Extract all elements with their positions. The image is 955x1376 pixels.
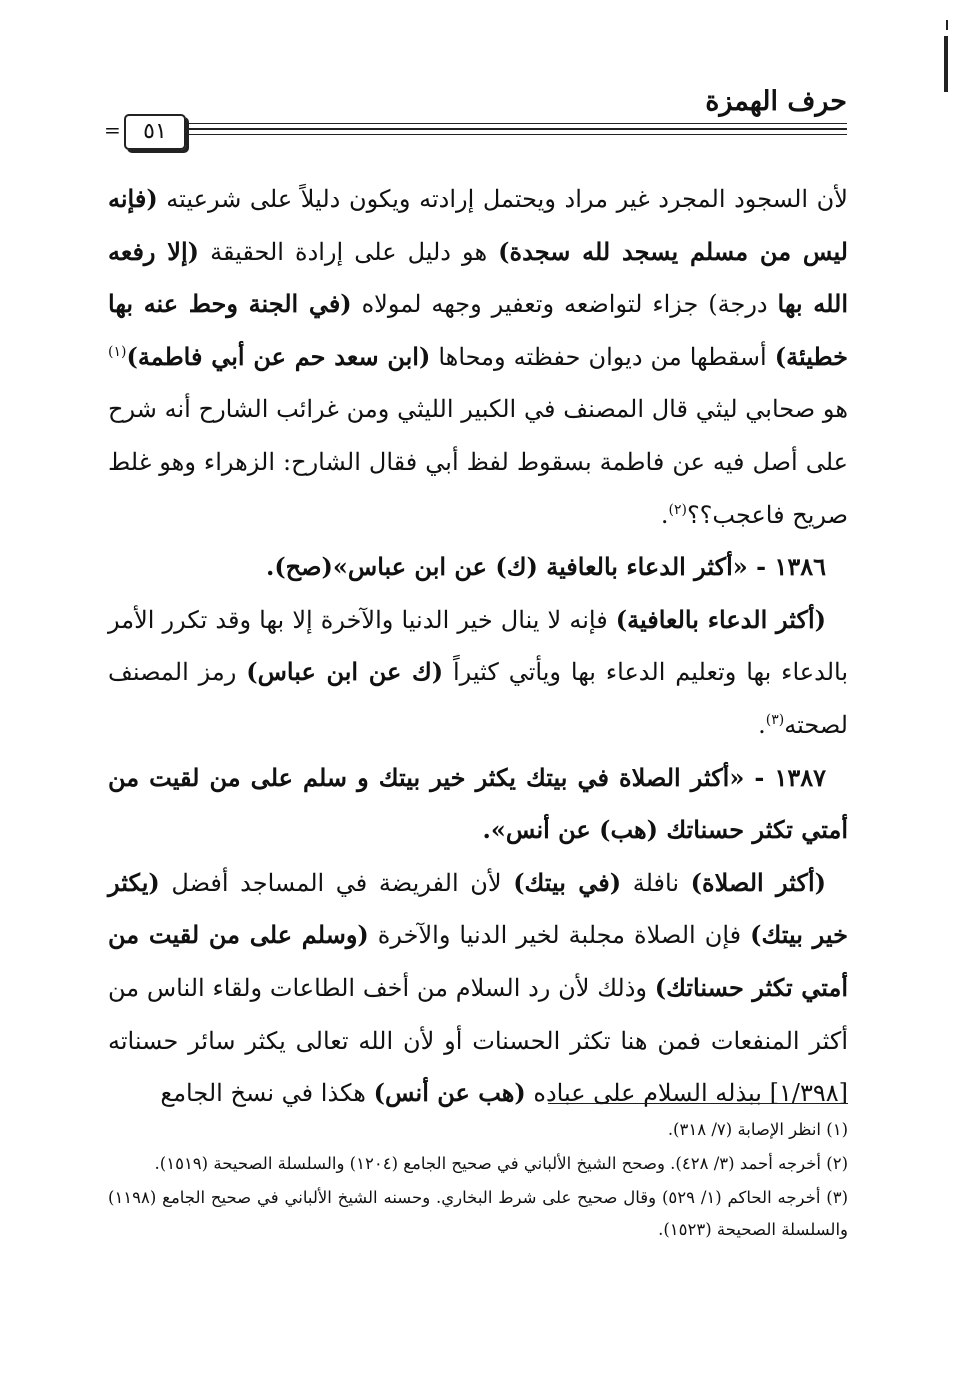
footnote-ref: (٣)	[765, 711, 785, 728]
text-run: درجة) جزاء لتواضعه وتعفير وجهه لمولاه	[351, 290, 778, 319]
text-run: .	[660, 500, 669, 529]
paragraph-commentary-1387	[108, 857, 848, 1120]
text-run: فإنه لا ينال خير الدنيا والآخرة إلا بها وقد تكرر الأمر بالدعاء بها وتعليم الدعاء بها ويأتي كثيراً	[108, 605, 849, 687]
text-run: لأن السجود المجرد غير مراد ويحتمل إرادته ويكون دليلاً على شرعيته	[157, 185, 848, 213]
text-run: لأن الفريضة في المساجد أفضل	[159, 868, 514, 897]
hadith-quote: (أكثر الدعاء بالعافية)	[615, 604, 826, 634]
hadith-quote: (إلا رفعه الله بها	[108, 236, 848, 319]
footnote-ref: (٢)	[668, 501, 687, 518]
header-eq-mark: =	[104, 118, 121, 142]
paragraph-commentary-1385	[108, 173, 848, 541]
hadith-heading-1387: ١٣٨٧ - «أكثر الصلاة في بيتك يكثر خير بيتك و سلم على من لقيت من أمتي تكثر حسناتك (هب) عن أنس».	[108, 762, 848, 845]
page-number: ٥١	[124, 114, 186, 150]
hadith-quote: (في بيتك)	[513, 867, 622, 897]
text-run: نافلة	[621, 868, 691, 897]
source-reference: (ابن سعد حم عن أبي فاطمة)	[126, 341, 431, 371]
text-run: أسقطها من ديوان حفظته ومحاها	[430, 342, 775, 371]
hadith-quote: (وسلم على من لقيت من أمتي تكثر حسناتك)	[108, 920, 848, 1002]
text-run: هو دليل على إرادة الحقيقة	[199, 237, 499, 266]
footnote-2: (٢) أخرجه أحمد (٣/ ٤٢٨). وصحح الشيخ الألباني في صحيح الجامع (١٢٠٤) والسلسلة الصحيحة (١٥١٩).	[154, 1154, 848, 1173]
body-text	[108, 173, 848, 1120]
hadith-quote: (فإنه ليس من مسلم يسجد لله سجدة)	[108, 184, 848, 266]
footnote-3: (٣) أخرجه الحاكم (١/ ٥٢٩) وقال صحيح على شرط البخاري. وحسنه الشيخ الألباني في صحيح الجامع (١١٩٨) والسلسلة الصحيحة (١٥٢٣).	[108, 1188, 848, 1239]
text-run: رمز المصنف لصحته	[108, 658, 848, 739]
header-rule	[186, 134, 847, 135]
source-reference: (هب عن أنس)	[373, 1078, 526, 1108]
footnote-1: (١) انظر الإصابة (٧/ ٣١٨).	[667, 1120, 848, 1139]
footnotes	[108, 1114, 848, 1248]
text-run: وذلك لأن رد السلام من أخف الطاعات ولقاء الناس من أكثر المنفعات فمن هنا تكثر الحسنات أو لأن الله تعالى يكثر سائر حسناته [١/٣٩٨] ببذله السلام على عباده	[108, 973, 848, 1108]
running-title: حرف الهمزة	[705, 86, 847, 117]
text-run: هو صحابي ليثي قال المصنف في الكبير الليثي ومن غرائب الشارح أنه شرح على أصل فيه عن فاطمة بسقوط لفظ أبي فقال الشارح: الزهراء وهو غلط صريح فاعجب؟؟	[108, 395, 848, 529]
hadith-quote: (أكثر الصلاة)	[690, 867, 826, 897]
header-rule	[186, 123, 847, 124]
page-edge-mark-small	[946, 20, 948, 30]
text-run: هكذا في نسخ الجامع	[160, 1079, 374, 1108]
footnote-ref: (١)	[108, 343, 127, 360]
hadith-quote: (يكثر خير بيتك)	[108, 867, 848, 950]
source-reference: (ك عن ابن عباس)	[246, 657, 444, 687]
hadith-quote: (في الجنة وحط عنه بها خطيئة)	[108, 289, 848, 371]
text-run: .	[758, 710, 766, 739]
header-rule	[186, 128, 847, 130]
hadith-heading-1386: ١٣٨٦ - «أكثر الدعاء بالعافية (ك) عن ابن عباس»(صح).	[265, 552, 826, 582]
page-edge-mark	[944, 36, 948, 92]
footnote-separator	[548, 1103, 848, 1104]
paragraph-commentary-1386	[108, 594, 848, 752]
text-run: فإن الصلاة مجلبة لخير الدنيا والآخرة	[368, 921, 751, 950]
